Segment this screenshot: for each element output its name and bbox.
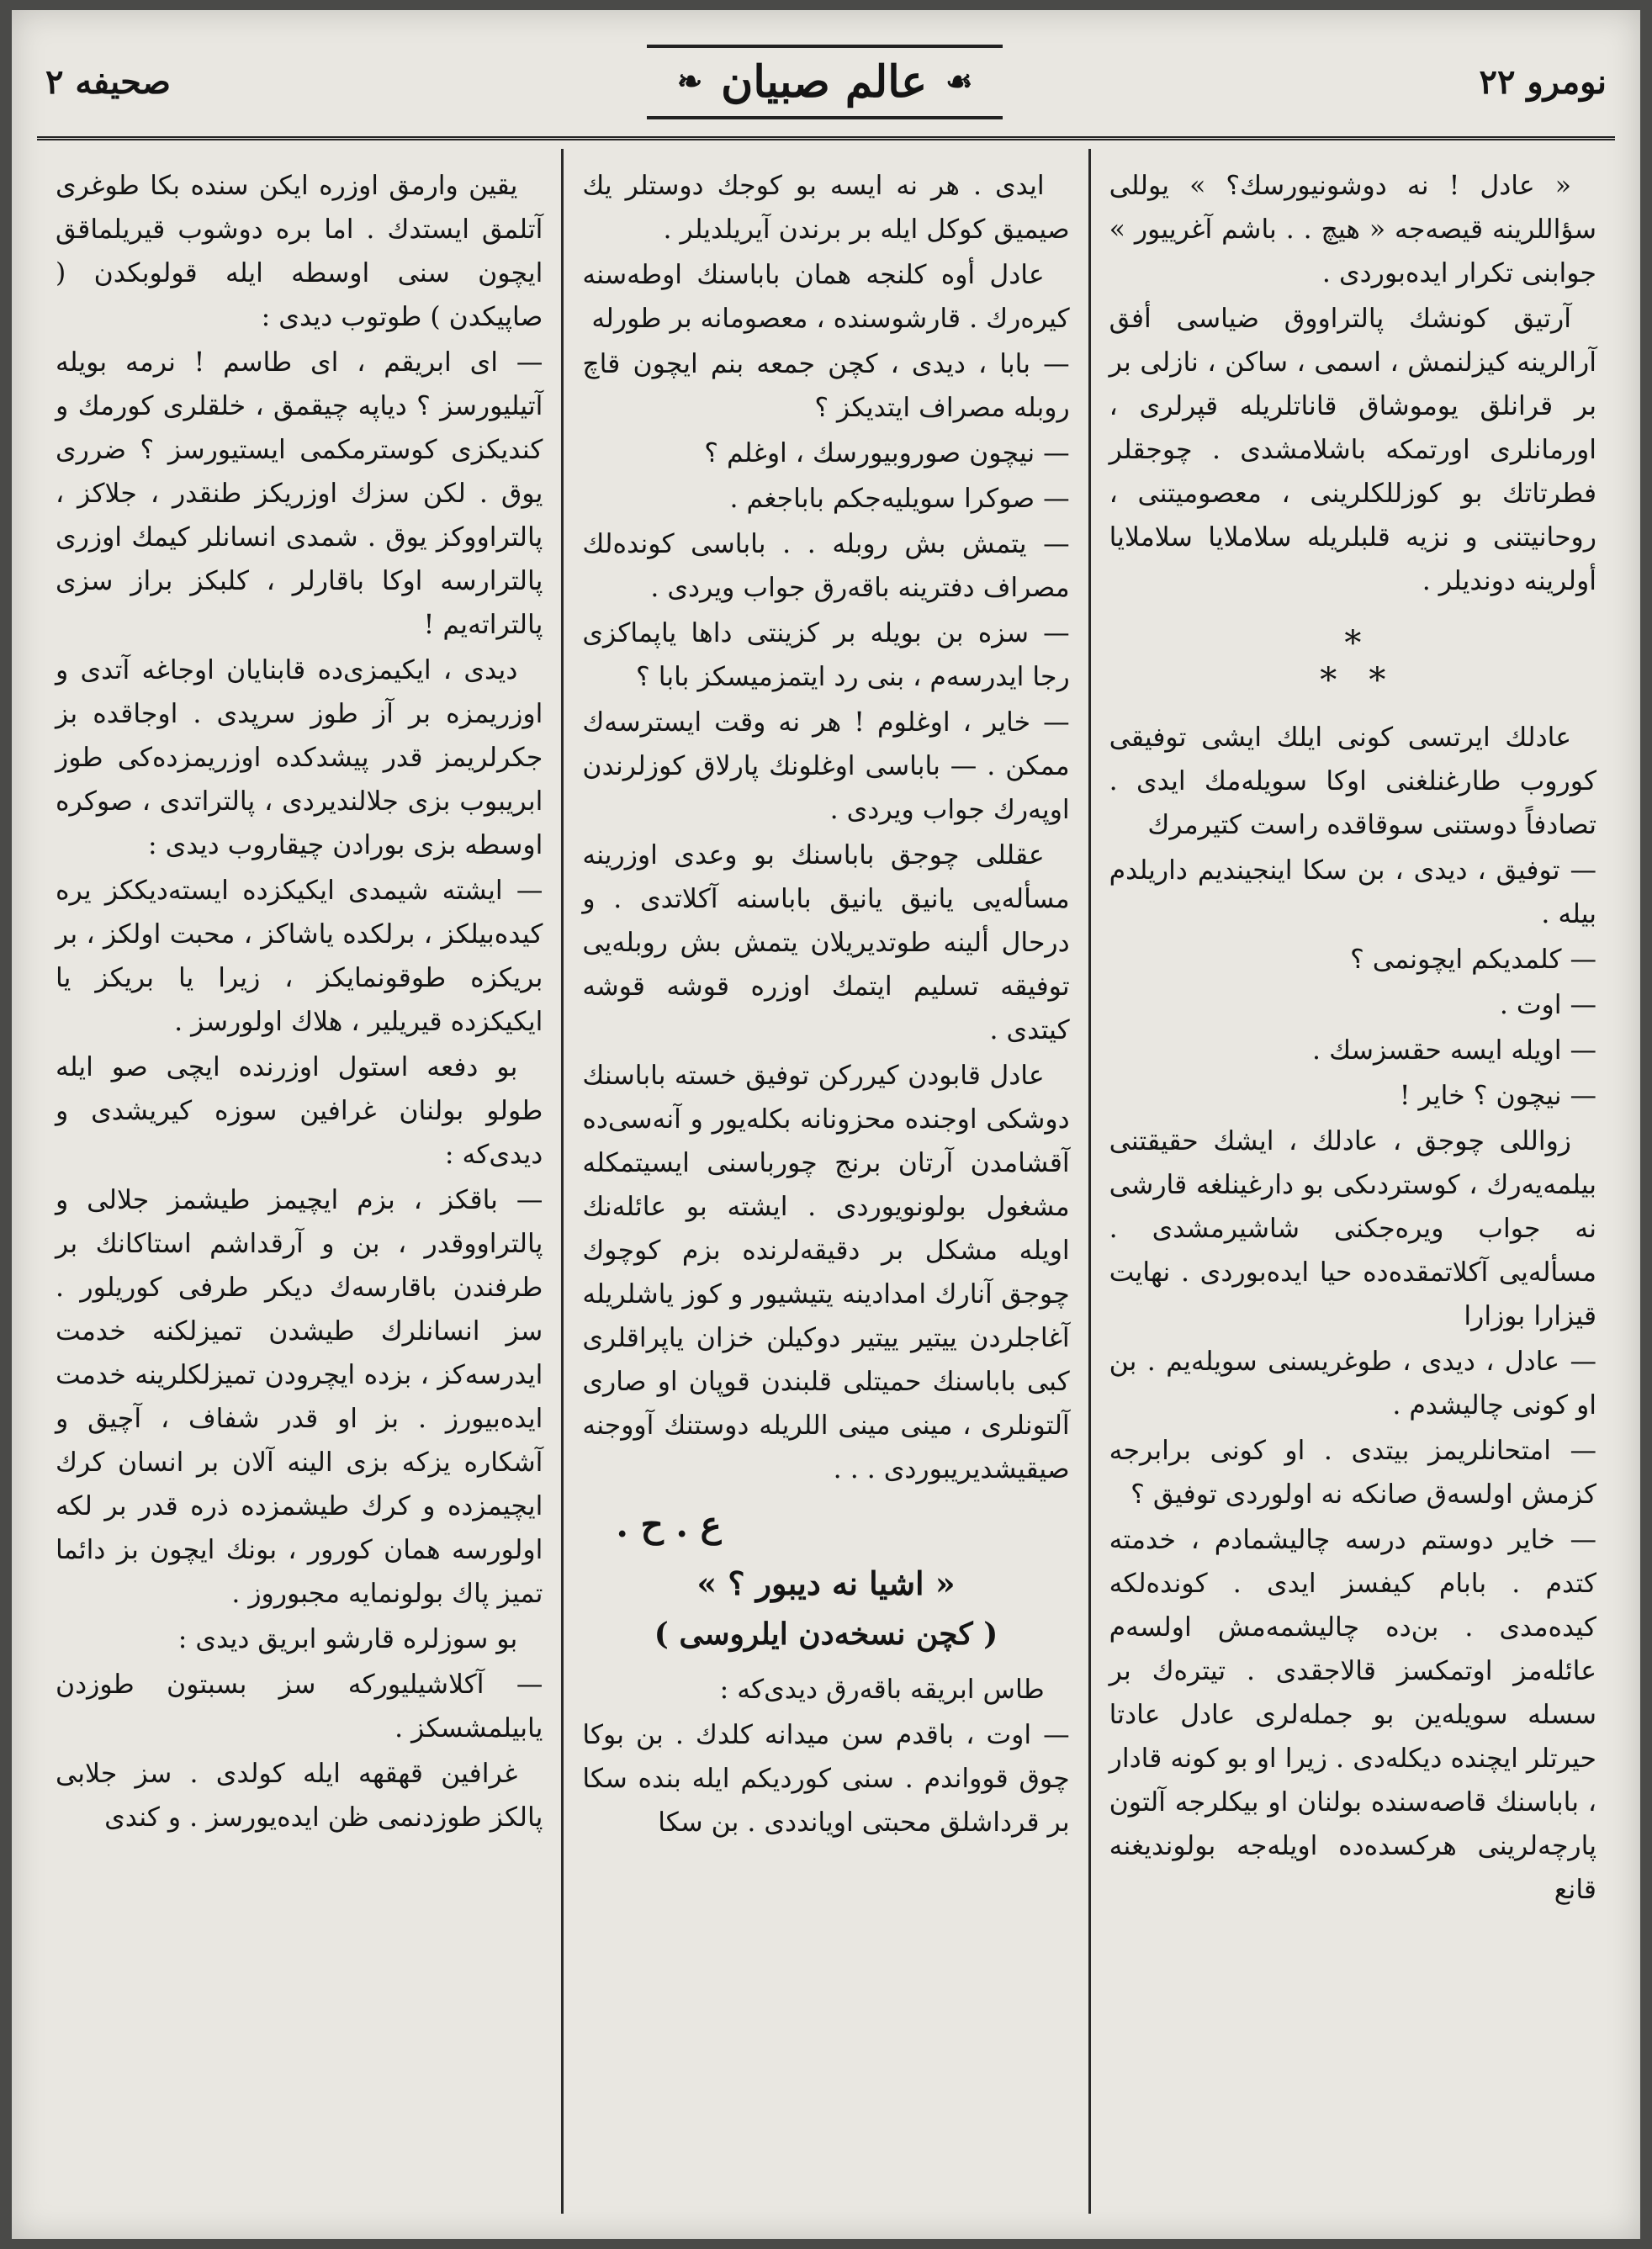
paragraph: عقللى چوجق باباسنك بو وعدى اوزرينه مسأله‌يى يانيق يانيق باباسنه آكلاتدى . و درحال ألينه طوتديريلان يتمش بش روبله‌يى توفيقه تسليم ايتمك اوزره قوشه قوشه كيتدى . [582,840,1070,1045]
paragraph: — صوكرا سويليه‌جكم باباجغم . [729,484,1070,514]
paragraph: — امتحانلريمز بيتدى . او كونى برابرجه كزمش اولسه‌ق صانكه نه اولوردى توفيق ؟ [1109,1436,1596,1510]
paragraph: آرتيق كونشك پالتراووق ضياسى أفق آرالرينه كيزلنمش ، اسمى ، ساكن ، نازلى بر بر قرانلق يوموشاق قاناتلريله قپرلرى ، اورمانلرى اورتمكه باشلامشدى . چوجقلر فطرتاتك بو كوزللكلرينى ، معصوميتنى ، روحانيتنى و نزيه قلبلريله سلاملايا سلاملايا أولرينه دونديلر . [1109,304,1596,596]
paragraph: عادل قابودن كيرركن توفيق خسته باباسنك دوشكى اوجنده محزونانه بكله‌يور و آنه‌سى‌ده آقشامدن آرتان برنج چورباسنى ايسيتمكله مشغول بولونويوردى . ايشته بو عائله‌نك اويله مشكل بر دقيقه‌لرنده بزم كوچوك چوجق آنارك امدادينه يتيشيور و كوز ياشلريله آغاجلردن ييتير ييتير دوكيلن خزان ياپراقلرى كبى باباسنك حميتلى قلبندن قوپان او صارى آلتونلرى ، مينى مينى اللريله دوستنك آووجنه صيقيشديريبوردى . . . [582,1061,1070,1484]
paragraph: طاس ابريقه باقه‌رق ديدى‌كه : [719,1675,1045,1705]
paragraph: — آكلاشيليوركه سز بسبتون طوزدن يابيلمشسكز . [56,1670,543,1744]
publication-title-box [647,45,1003,119]
paragraph: بو دفعه استول اوزرنده ايچى صو ايله طولو بولنان غرافين سوزه كيريشدى و ديدى‌كه : [56,1052,543,1170]
paragraph: — اوت ، باقدم سن ميدانه كلدك . بن بوكا چوق قوواندم . سنى كورديكم ايله بنده سكا بر قرداشلق محبتى اويانددى . بن سكا [582,1720,1070,1838]
paragraph: — توفيق ، ديدى ، بن سكا اينجينديم داريلدم بيله . [1109,855,1596,929]
paragraph: يقين وارمق اوزره ايكن سنده بكا طوغرى آتلمق ايستدك . اما بره دوشوب قيريلماقق ايچون سنى اوسطه ايله قولوبكدن ( صاپيكدن ) طوتوب ديدى : [56,171,543,332]
paragraph: — بابا ، ديدى ، كچن جمعه بنم ايچون قاچ روبله مصراف ايتديكز ؟ [582,349,1070,423]
paragraph: — اى ابريقم ، اى طاسم ! نرمه بويله آتيليورسز ؟ دياپه چيقمق ، خلقلرى كورمك و كنديكزى كوسترمكمى ايستيورسز ؟ ضررى يوق . لكن سزك اوزريكز طنقدر ، جلاكز ، پالتراووكز يوق . شمدى انسانلر كيمك اوزرى پالترارسه اوكا باقارلر ، كلبكز براز سزى پالتراته‌يم ! [56,347,543,640]
paragraph: عادل أوه كلنجه همان باباسنك اوطه‌سنه كيره‌رك . قارشوسنده ، معصومانه بر طورله [582,260,1070,334]
paragraph: — كلمديكم ايچونمى ؟ [1350,945,1596,975]
header-rule [37,136,1615,140]
paragraph: — سزه بن بويله بر كزينتى داها ياپماكزى رجا ايدرسه‌م ، بنى رد ايتمزميسكز بابا ؟ [582,618,1070,692]
paragraph: بو سوزلره قارشو ابريق ديدى : [177,1624,518,1654]
section-divider-stars-icon: * * * [1320,624,1386,700]
paragraph: — باقكز ، بزم ايچيمز طيشمز جلالى و پالتراووقدر ، بن و آرقداشم استاكانك بر طرفندن باقارسه‌ك ديكر طرفى كوريلور . سز انسانلرك طيشدن تميزلكنه خدمت ايدرسه‌كز ، بزده ايچرودن تميزلكلرينه خدمت ايده‌بيورز . بز او قدر شفاف ، آچيق و آشكاره يزكه بزى الينه آلان بر انسان كرك ايچيمزده و كرك طيشمزده ذره قدر بر لكه اولورسه همان كورور ، بونك ايچون بز دائما تميز پاك بولونمايه مجبوروز . [56,1185,543,1609]
paragraph: — نيچون ؟ خاير ! [1399,1081,1596,1111]
column-middle [564,149,1090,2214]
paragraph: عادلك ايرتسى كونى ايلك ايشى توفيقى كوروب طارغنلغنى اوكا سويله‌مك ايدى . تصادفاً دوستنى سوقاقده راست كتيرمرك [1109,722,1596,840]
story-title: « اشيا نه ديبور ؟ » [696,1564,956,1602]
paragraph: ديدى ، ايكيمزى‌ده قابنايان اوجاغه آتدى و اوزريمزه بر آز طوز سرپدى . اوجاقده بز جكرلريمز قدر پيشدكده اوزريمزده‌كى طوز ابريبوب بزى جلالنديردى ، پالتراتدى ، صوكره اوسطه بزى بورادن چيقاروب ديدى : [56,655,543,860]
paragraph: — اويله ايسه حقسزسك . [1312,1035,1596,1066]
newspaper-page [12,10,1640,2239]
paragraph: — اوت . [1499,990,1596,1020]
column-right [1091,149,1615,2214]
paragraph: — خاير دوستم درسه چاليشمادم ، خدمته كتدم . بابام كيفسز ايدى . كونده‌لكه كيده‌مدى . بن‌ده چاليشمه‌مش اولسه‌م عائله‌مز اوتمكسز قالاجقدى . تيتره‌ك بر سسله سويله‌ين بو جمله‌لرى عادل عادتا حيرتلر ايچنده ديكله‌دى . زيرا او بو كونه قادار ، باباسنك قاصه‌سنده بولنان او بيكلرجه آلتون پارچه‌لرينى هركسده‌ده اويله‌جه بولونديغنه قانع [1109,1525,1596,1905]
column-left [37,149,564,2214]
paragraph: — ايشته شيمدى ايكيكزده ايسته‌ديككز يره كيده‌بيلكز ، برلكده ياشاكز ، محبت اولكز ، بر بريكزه طوقونمايكز ، زيرا يا بريكز يا ايكيكزده قيريلير ، هلاك اولورسز . [56,876,543,1037]
author-signature: ع . ح . [616,1504,722,1545]
ornament-left-icon: ❧ [676,64,703,99]
paragraph: — عادل ، ديدى ، طوغريسنى سويله‌يم . بن او كونى چاليشدم . [1109,1347,1596,1421]
page-number: صحيفه ۲ [45,61,171,102]
ornament-right-icon: ☙ [945,64,973,99]
masthead [45,35,1607,128]
publication-title: عالم صبيان [721,56,928,108]
paragraph: — يتمش بش روبله . . باباسى كونده‌لك مصراف دفترينه باقه‌رق جواب ويردى . [582,529,1070,603]
issue-number: نومرو ۲۲ [1479,61,1607,102]
paragraph: « عادل ! نه دوشونيورسك؟ » يوللى سؤاللرينه قيصه‌جه « هيچ . . باشم آغرييور » جوابنى تكرار ايده‌بوردى . [1109,171,1596,288]
paragraph: ايدى . هر نه ايسه بو كوجك دوستلر يك صيميق كوكل ايله بر برندن آيريلديلر . [582,171,1070,245]
paragraph: غرافين قهقهه ايله كولدى . سز جلابى پالكز طوزدنمى ظن ايده‌يورسز . و كندى [56,1759,543,1833]
story-continuation-note: ( كچن نسخه‌دن ايلروسى ) [654,1617,998,1652]
paragraph: زواللى چوجق ، عادلك ، ايشك حقيقتنى بيلمه‌يه‌رك ، كوستردىكى بو دارغينلغه قارشى نه جواب ويره‌جكنى شاشيرمشدى . مسأله‌يى آكلاتمقده‌ده حيا ايده‌بوردى . نهايت قيزارا بوزارا [1109,1126,1596,1331]
paragraph: — نيچون صوروبيورسك ، اوغلم ؟ [704,438,1070,468]
paragraph: — خاير ، اوغلوم ! هر نه وقت ايسترسه‌ك ممكن . — باباسى اوغلونك پارلاق كوزلرندن اوپه‌رك جواب ويردى . [582,707,1070,825]
text-columns [37,149,1615,2214]
